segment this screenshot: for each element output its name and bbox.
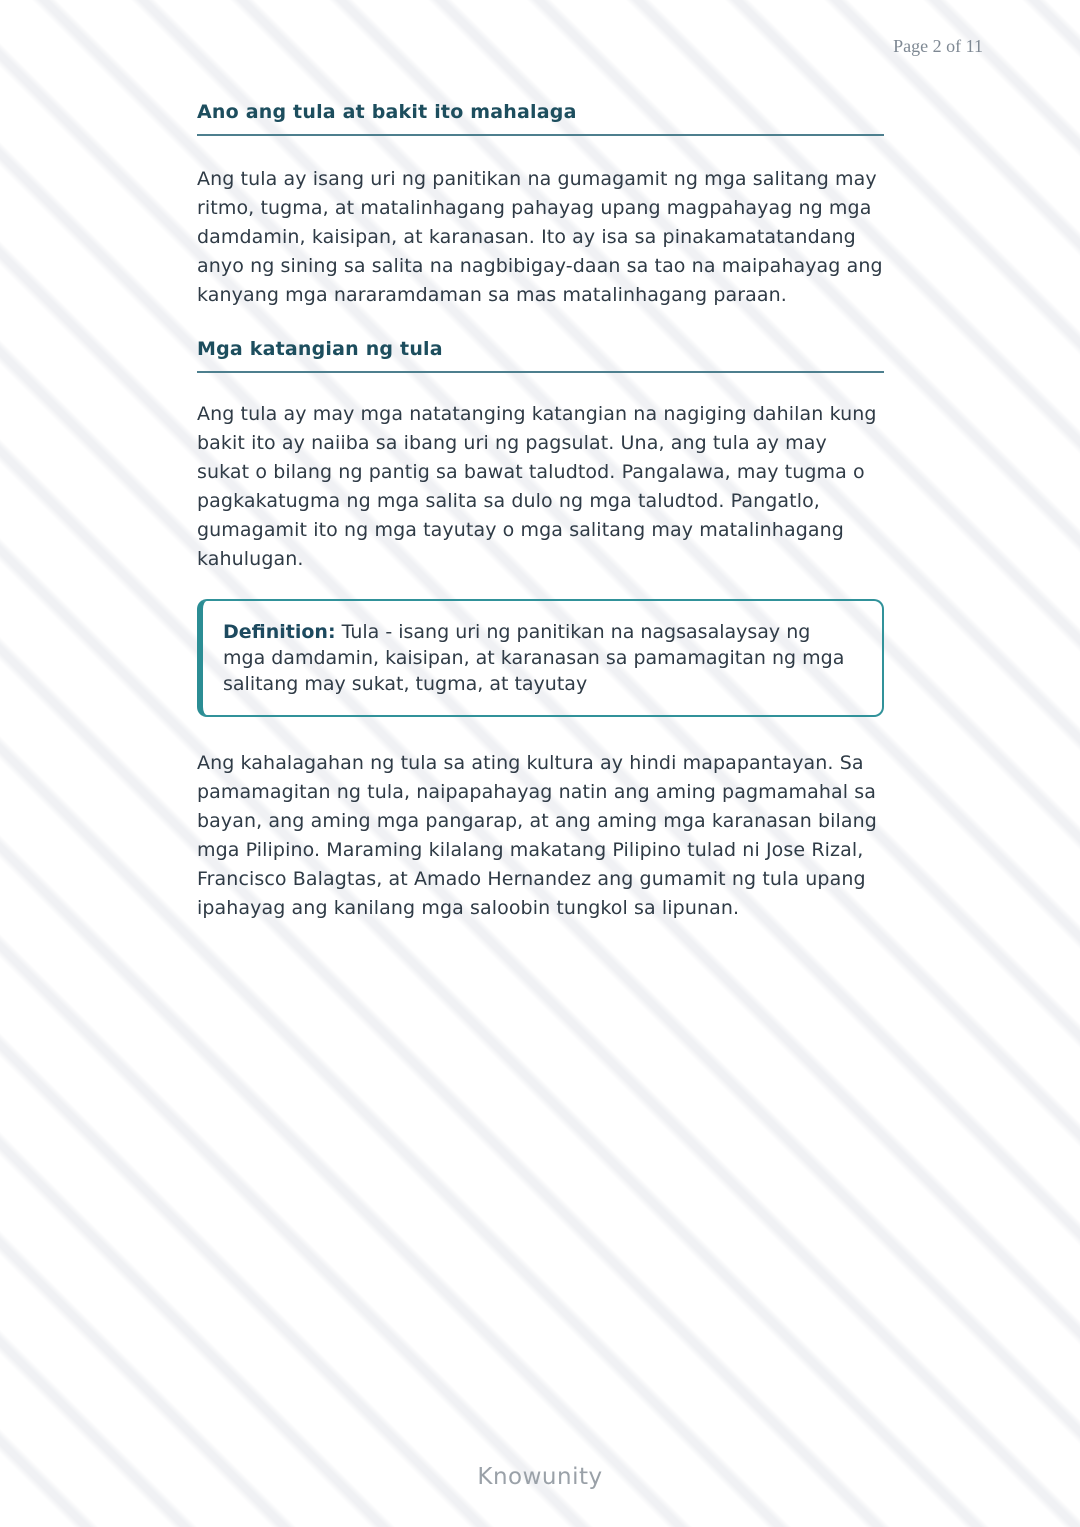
document-content (197, 0, 884, 923)
paragraph-kahalagahan: Ang kahalagahan ng tula sa ating kultura ay hindi mapapantayan. Sa pamamagitan ng tula, naipapahayag natin ang aming pagmamahal sa bayan, ang aming mga pangarap, at ang aming mga karanasan bilang mga Pilipino. Maraming kilalang makatang Pilipino tulad ni Jose Rizal, Francisco Balagtas, at Amado Hernandez ang gumamit ng tula upang ipahayag ang kanilang mga saloobin tungkol sa lipunan. (197, 752, 877, 919)
definition-body: Tula - isang uri ng panitikan na nagsasalaysay ng mga damdamin, kaisipan, at karanasan sa pamamagitan ng mga salitang may sukat, tugma, at tayutay (223, 621, 845, 695)
footer-brand-knowunity: Knowunity (477, 1464, 603, 1490)
definition-callout-box (197, 599, 884, 717)
paragraph-intro: Ang tula ay isang uri ng panitikan na gumagamit ng mga salitang may ritmo, tugma, at matalinhagang pahayag upang magpahayag ng mga damdamin, kaisipan, at karanasan. Ito ay isa sa pinakamatatandang anyo ng sining sa salita na nagbibigay-daan sa tao na maipahayag ang kanyang mga nararamdaman sa mas matalinhagang paraan. (197, 168, 883, 306)
section-heading-mga-katangian: Mga katangian ng tula (197, 338, 884, 373)
definition-label: Definition: (223, 621, 336, 643)
section-heading-ano-ang-tula: Ano ang tula at bakit ito mahalaga (197, 101, 884, 136)
page-number: Page 2 of 11 (893, 36, 983, 56)
paragraph-katangian: Ang tula ay may mga natatanging katangian na nagiging dahilan kung bakit ito ay naiiba sa ibang uri ng pagsulat. Una, ang tula ay may sukat o bilang ng pantig sa bawat taludtod. Pangalawa, may tugma o pagkakatugma ng mga salita sa dulo ng mga taludtod. Pangatlo, gumagamit ito ng mga tayutay o mga salitang may matalinhagang kahulugan. (197, 403, 877, 570)
definition-text (223, 619, 856, 697)
